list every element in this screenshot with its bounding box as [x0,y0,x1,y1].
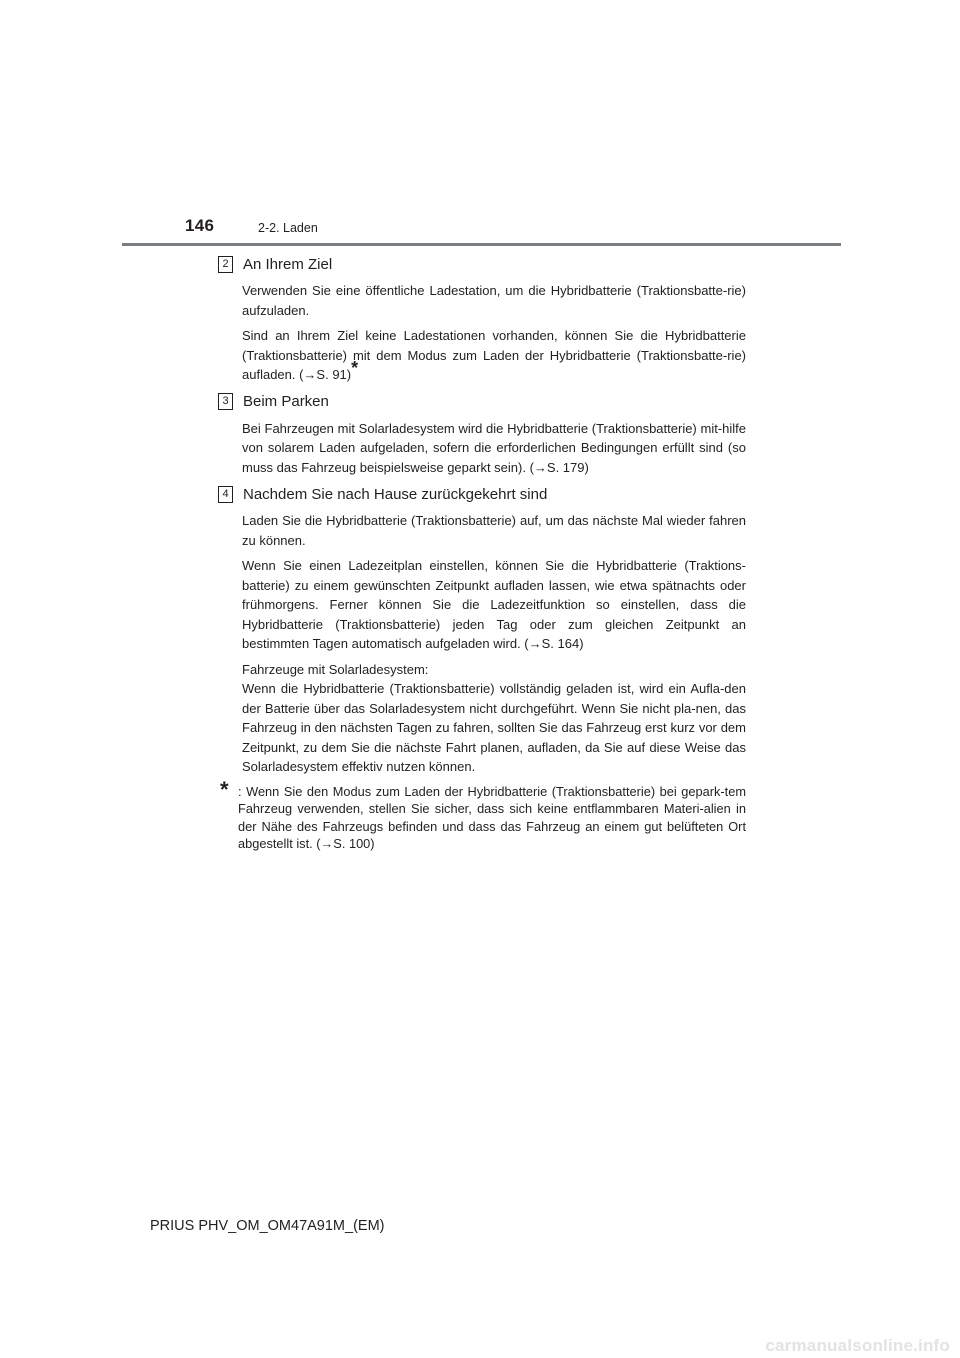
paragraph: Wenn Sie einen Ladezeitplan einstellen, können Sie die Hybridbatterie (Traktions-batterie) zu einem gewünschten Zeitpunkt aufladen lassen, wie etwa spätnachts oder frühmorgens. Ferner können Sie die Ladezeitfunktion so einstellen, dass die Hybridbatterie (Traktionsbatterie) jeden Tag oder zum gleichen Zeitpunkt an bestimmten Tagen automatisch aufgeladen wird. (→S. 164) [242,558,746,651]
watermark: carmanualsonline.info [765,1336,950,1355]
section-reference: 2-2. Laden [258,221,318,235]
paragraph: Bei Fahrzeugen mit Solarladesystem wird die Hybridbatterie (Traktionsbatterie) mit-hilfe von solarem Laden aufgeladen, sofern die erforderlichen Bedingungen erfüllt sind (so muss das Fahrzeug beispielsweise geparkt sein). (→S. 179) [242,420,746,475]
item-number-box: 2 [218,256,233,273]
paragraph: Verwenden Sie eine öffentliche Ladestation, um die Hybridbatterie (Traktionsbatte-rie) aufzuladen. [242,283,746,318]
footnote-star: * [220,776,229,802]
list-item-parking [218,391,746,478]
item-heading [218,253,746,275]
footnote-marker: * [351,358,359,378]
list-item-home [218,483,746,777]
footnote-text: : Wenn Sie den Modus zum Laden der Hybridbatterie (Traktionsbatterie) bei gepark-tem Fahrzeug verwenden, stellen Sie sicher, dass sich keine entflammbaren Materi-alien in der Nähe des Fahrzeugs befinden und dass das Fahrzeug an einem gut belüfteten Ort abgestellt ist. (→S. 100) [238,783,746,851]
item-number-box: 3 [218,393,233,410]
footnote [218,776,746,853]
page-number: 146 [185,216,215,235]
item-number-box: 4 [218,486,233,503]
page-content [218,253,746,853]
solar-note-heading: Fahrzeuge mit Solarladesystem: [242,661,429,677]
paragraph-text: Sind an Ihrem Ziel keine Ladestationen vorhanden, können Sie die Hybridbatterie (Traktionsbatterie) mit dem Modus zum Laden der Hybridbatterie (Traktionsbatte-rie) aufladen. (→S. 91) [242,328,746,382]
solar-note [242,660,746,777]
document-id: PRIUS PHV_OM_OM47A91M_(EM) [150,1218,385,1234]
paragraph [242,326,746,385]
item-title: Beim Parken [243,393,329,410]
item-title: Nachdem Sie nach Hause zurückgekehrt sind [243,485,548,503]
solar-note-text: Wenn die Hybridbatterie (Traktionsbatterie) vollständig geladen ist, wird ein Aufla-den der Batterie über das Solarladesystem nicht durchgeführt. Wenn Sie nicht pla-nen, das Fahrzeug in den nächsten Tagen zu fahren, sollten Sie das Fahrzeug erst kurz vor dem Zeitpunkt, zu dem Sie die nächste Fahrt planen, aufladen, da Sie auf diese Weise das Solarladesystem effektiv nutzen können. [242,681,746,774]
item-heading [218,391,746,413]
item-heading [218,483,746,505]
item-title: An Ihrem Ziel [243,255,333,273]
list-item-destination [218,253,746,385]
header-divider [122,243,841,246]
paragraph: Laden Sie die Hybridbatterie (Traktionsbatterie) auf, um das nächste Mal wieder fahren zu können. [242,513,746,548]
